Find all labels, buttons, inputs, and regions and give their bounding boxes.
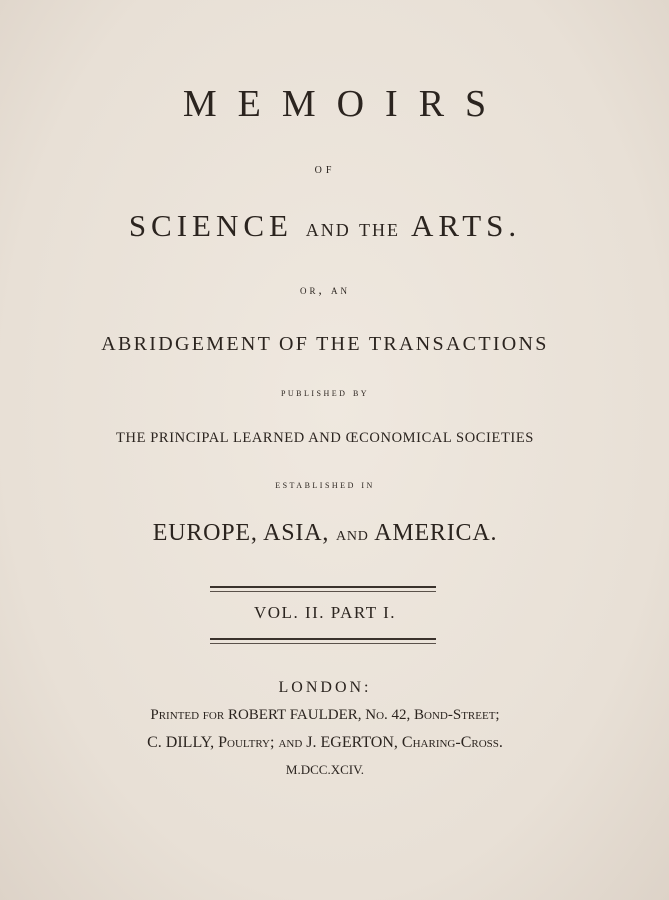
- subtitle-arts: ARTS.: [411, 208, 522, 243]
- volume-line: VOL. II. PART I.: [254, 603, 396, 622]
- published-by-text: published by: [280, 385, 370, 399]
- rule-bottom: [210, 638, 436, 644]
- book-title: MEMOIRS: [182, 83, 508, 125]
- abridgement-line: ABRIDGEMENT OF THE TRANSACTIONS: [101, 333, 549, 355]
- subtitle-science: SCIENCE: [128, 208, 293, 243]
- printer-dilly: C. DILLY,: [147, 734, 215, 751]
- imprint-line-1: [0, 707, 650, 724]
- imprint-year: M.DCC.XCIV.: [285, 762, 365, 777]
- societies-line: THE PRINCIPAL LEARNED AND ŒCONOMICAL SOCIETIES: [116, 430, 534, 446]
- printed-for: Printed for: [150, 707, 225, 723]
- continents-line: [0, 520, 650, 547]
- subtitle-and-the: and the: [305, 215, 400, 242]
- or-an-text: or, an: [299, 282, 350, 297]
- printer-egerton: J. EGERTON,: [306, 734, 398, 751]
- established-in-text: established in: [275, 477, 375, 491]
- egerton-address: Charing-Cross.: [401, 734, 503, 751]
- continents-america: AMERICA.: [374, 520, 498, 546]
- rule-top: [210, 586, 436, 592]
- imprint-line-2: [0, 734, 650, 752]
- subtitle: [0, 208, 650, 244]
- printer-faulder: ROBERT FAULDER,: [227, 707, 362, 723]
- continents-and: and: [335, 523, 369, 545]
- of-text: of: [314, 162, 336, 177]
- imprint-city: LONDON:: [278, 679, 372, 696]
- faulder-address: No. 42, Bond-Street;: [365, 707, 500, 723]
- dilly-address: Poultry; and: [218, 734, 303, 751]
- continents-europe-asia: EUROPE, ASIA,: [152, 520, 330, 546]
